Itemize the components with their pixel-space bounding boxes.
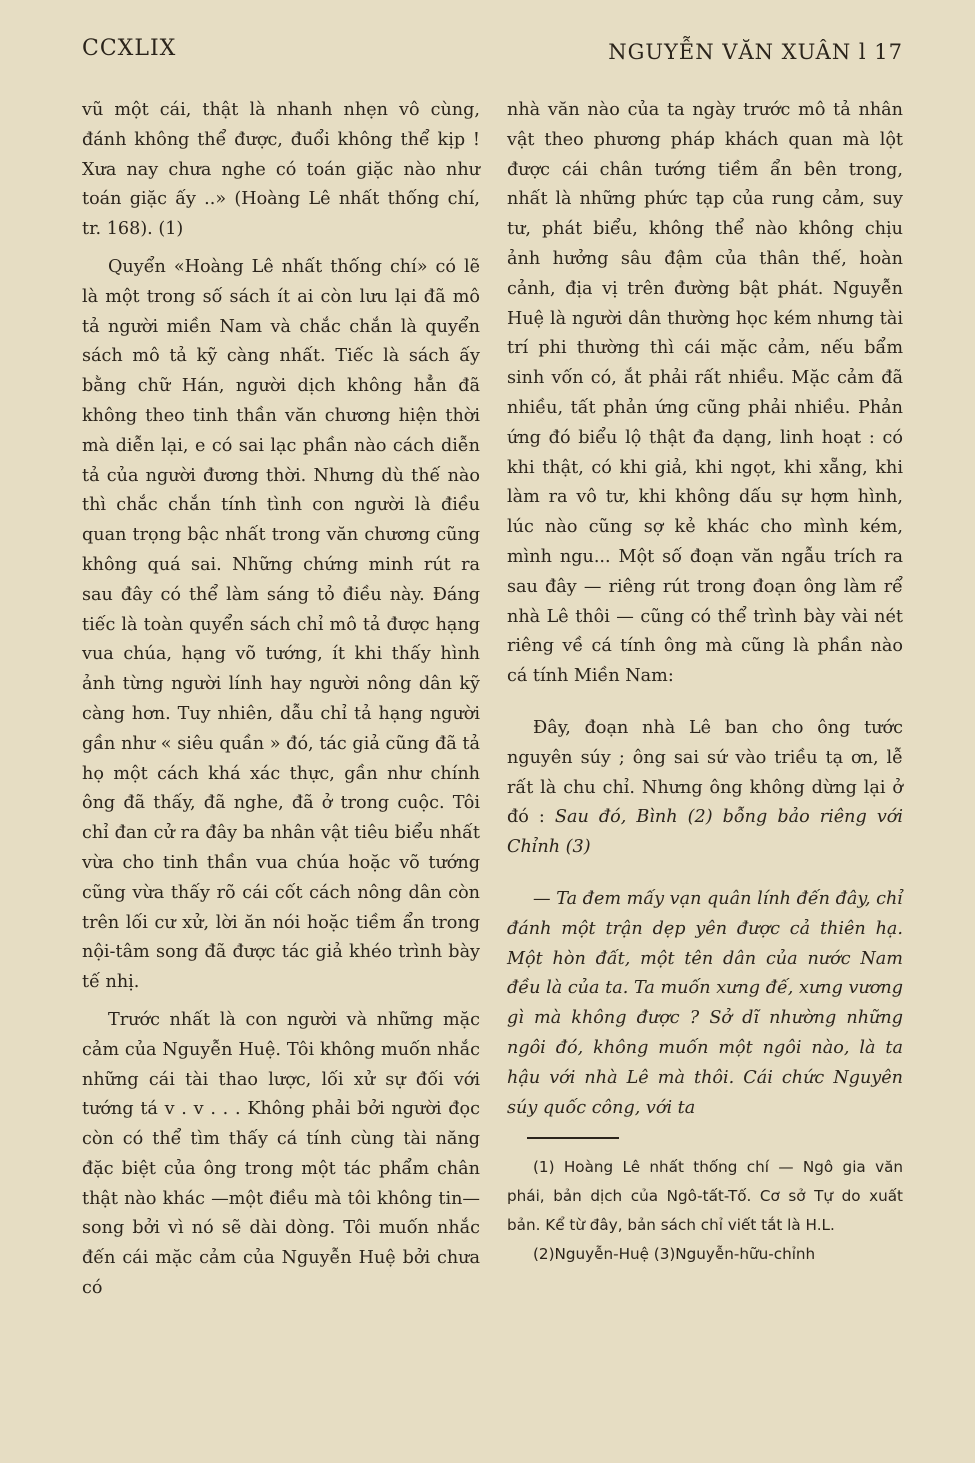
left-paragraph-1: vũ một cái, thật là nhanh nhẹn vô cùng, đánh không thể được, đuổi không thể kịp ! Xưa nay chưa nghe có toán giặc nào như toán giặc ấy ..» (Hoàng Lê nhất thống chí, tr. 168). (1) xyxy=(82,100,480,240)
right-paragraph-2-text: Đây, đoạn nhà Lê ban cho ông tước nguyên súy ; ông sai sứ vào triều tạ ơn, lễ rất là chu chỉ. Nhưng ông không dừng lại ở đó : xyxy=(507,717,903,828)
right-column xyxy=(507,96,903,1269)
right-paragraph-1: nhà văn nào của ta ngày trước mô tả nhân vật theo phương pháp khách quan mà lột được cái chân tướng tiềm ẩn bên trong, nhất là những phức tạp của rung cảm, suy tư, phát biểu, không thể nào không chịu ảnh hưởng sâu đậm của thân thế, hoàn cảnh, địa vị trên đường bật phát. Nguyễn Huệ là người dân thường học kém nhưng tài trí phi thường thì cái mặc cảm, nếu bẩm sinh vốn có, ắt phải rất nhiều. Mặc cảm đã nhiều, tất phản ứng cũng phải nhiều. Phản ứng đó biểu lộ thật đa dạng, linh hoạt : có khi thật, có khi giả, khi ngọt, khi xẵng, khi làm ra vô tư, khi không dấu sự hợm hình, lúc nào cũng sợ kẻ khác cho mình kém, mình ngu... Một số đoạn văn ngẫu trích ra sau đây — riêng rút trong đoạn ông làm rể nhà Lê thôi — cũng có thể trình bày vài nét riêng về cá tính ông mà cũng là phần nào cá tính Miền Nam: xyxy=(507,100,903,687)
left-column xyxy=(82,96,480,1304)
right-paragraph-2-italic: Sau đó, Bình (2) bỗng bảo riêng với Chỉnh (3) xyxy=(507,807,904,858)
quoted-speech: — Ta đem mấy vạn quân lính đến đây, chỉ đánh một trận dẹp yên được cả thiên hạ. Một hòn đất, một tên dân của nước Nam đều là của ta. Ta muốn xưng đế, xưng vương gì mà không được ? Sở dĩ nhường những ngôi đó, không muốn một ngôi nào, là ta hậu với nhà Lê mà thôi. Cái chức Nguyên súy quốc công, với ta xyxy=(507,888,903,1118)
footnote-divider xyxy=(527,1137,619,1139)
page-header-left: CCXLIX xyxy=(82,36,177,61)
left-paragraph-3: Trước nhất là con người và những mặc cảm của Nguyễn Huệ. Tôi không muốn nhắc những cái tài thao lược, lối xử sự đối với tướng tá v . v . . . Không phải bởi người đọc còn có thể tìm thấy cá tính cùng tài năng đặc biệt của ông trong một tác phẩm chân thật nào khác —một điều mà tôi không tin—song bởi vì nó sẽ dài dòng. Tôi muốn nhắc đến cái mặc cảm của Nguyễn Huệ bởi chưa có xyxy=(82,1009,480,1299)
footnote-2: (2)Nguyễn-Huệ (3)Nguyễn-hữu-chỉnh xyxy=(533,1245,816,1264)
right-paragraph-2 xyxy=(507,714,903,863)
footnote-1: (1) Hoàng Lê nhất thống chí — Ngô gia văn phái, bản dịch của Ngô-tất-Tố. Cơ sở Tự do xuất bản. Kể từ đây, bản sách chỉ viết tắt là H.L. xyxy=(507,1158,903,1235)
left-paragraph-2: Quyển «Hoàng Lê nhất thống chí» có lẽ là một trong số sách ít ai còn lưu lại đã mô tả người miền Nam và chắc chắn là quyển sách mô tả kỹ càng nhất. Tiếc là sách ấy bằng chữ Hán, người dịch không hẳn đã không theo tinh thần văn chương hiện thời mà diễn lại, e có sai lạc phần nào cách diễn tả của người đương thời. Nhưng dù thế nào thì chắc chắn tính tình con người là điều quan trọng bậc nhất trong văn chương cũng không quá sai. Những chứng minh rút ra sau đây có thể làm sáng tỏ điều này. Đáng tiếc là toàn quyển sách chỉ mô tả được hạng vua chúa, hạng võ tướng, ít khi thấy hình ảnh từng người lính hay người nông dân kỹ càng hơn. Tuy nhiên, dẫu chỉ tả hạng người gần như « siêu quần » đó, tác giả cũng đã tả họ một cách khá xác thực, gần như chính ông đã thấy, đã nghe, đã ở trong cuộc. Tôi chỉ đan cử ra đây ba nhân vật tiêu biểu nhất vừa cho tinh thần vua chúa hoặc võ tướng cũng vừa thấy rõ cái cốt cách nông dân còn trên lối cư xử, lời ăn nói hoặc tiềm ẩn trong nội-tâm song đã được tác giả khéo trình bày tế nhị. xyxy=(82,256,480,993)
page-header-right: NGUYỄN VĂN XUÂN l 17 xyxy=(608,40,903,64)
